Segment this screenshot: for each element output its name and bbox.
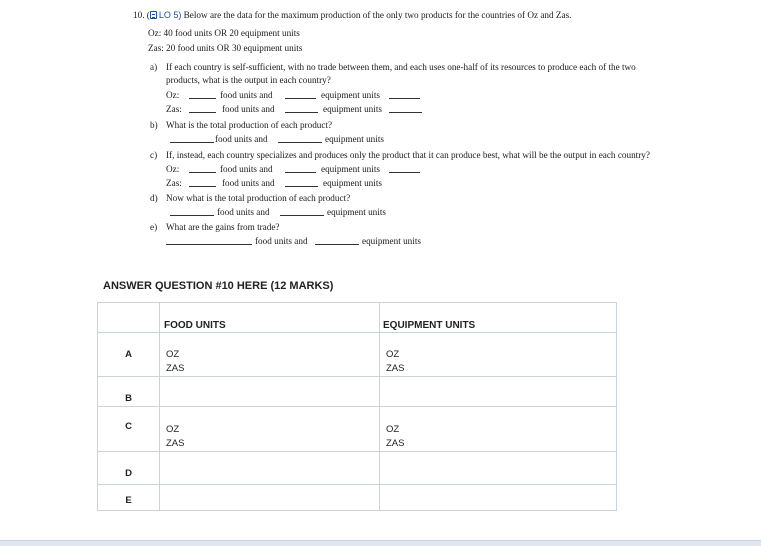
- part-d-letter: d): [150, 193, 158, 203]
- question-intro: Below are the data for the maximum production of the only two products for the countries of Oz and Zas.: [183, 10, 572, 20]
- a-oz-food-text: food units and: [220, 90, 273, 100]
- a-oz-food-blank[interactable]: [189, 90, 216, 99]
- c-zas-food-blank[interactable]: [189, 178, 216, 187]
- table-row: [98, 452, 617, 485]
- d-food-blank[interactable]: [170, 207, 214, 216]
- header-equipment-cell: [380, 303, 617, 333]
- e-equip-text: equipment units: [362, 236, 421, 246]
- a-oz-equip-blank[interactable]: [285, 90, 316, 99]
- c-oz-equip-text: equipment units: [321, 164, 380, 174]
- c-oz-food-text: food units and: [220, 164, 273, 174]
- part-d-text: Now what is the total production of each product?: [166, 193, 351, 203]
- food-cell-c[interactable]: [160, 407, 380, 452]
- d-food-text: food units and: [217, 207, 270, 217]
- question-number: 10.: [133, 10, 145, 20]
- row-label: D: [125, 468, 132, 479]
- b-equip-text: equipment units: [325, 134, 384, 144]
- part-a-oz-line: [166, 90, 179, 101]
- a-oz-equip-text: equipment units: [321, 90, 380, 100]
- food-cell-e[interactable]: [160, 485, 380, 511]
- table-row: [98, 407, 617, 452]
- table-row: [98, 377, 617, 407]
- e-food-text: food units and: [255, 236, 308, 246]
- row-label-cell: [98, 333, 160, 377]
- c-zas-food-text: food units and: [222, 178, 275, 188]
- food-oz-label: OZ: [166, 349, 180, 360]
- part-a-letter: a): [150, 62, 158, 72]
- b-food-text: food units and: [215, 134, 268, 144]
- b-equip-blank[interactable]: [278, 134, 322, 143]
- d-equip-blank[interactable]: [280, 207, 324, 216]
- table-row: [98, 333, 617, 377]
- food-cell-a[interactable]: [160, 333, 380, 377]
- equipment-cell-b[interactable]: [380, 377, 617, 407]
- oz-label-c: Oz:: [166, 164, 180, 174]
- zas-label-c: Zas:: [166, 178, 182, 188]
- part-b-letter: b): [150, 120, 158, 130]
- a-zas-food-text: food units and: [222, 104, 275, 114]
- c-zas-equip-text: equipment units: [323, 178, 382, 188]
- part-c-letter: c): [150, 150, 158, 160]
- part-b-text: What is the total production of each product?: [166, 120, 333, 130]
- c-oz-extra-blank[interactable]: [389, 164, 420, 173]
- header-food-label: FOOD UNITS: [164, 320, 226, 331]
- part-a-text-1: If each country is self-sufficient, with no trade between them, and each uses one-half of its resources to produce each of the two: [166, 62, 636, 72]
- row-label: E: [125, 495, 132, 506]
- row-label: C: [125, 421, 132, 432]
- food-oz-label: OZ: [166, 424, 180, 435]
- header-food-cell: [160, 303, 380, 333]
- equipment-zas-label: ZAS: [386, 363, 405, 374]
- header-empty-cell: [98, 303, 160, 333]
- equipment-cell-e[interactable]: [380, 485, 617, 511]
- answer-title: ANSWER QUESTION #10 HERE (12 MARKS): [103, 280, 334, 292]
- table-row: [98, 485, 617, 511]
- equipment-oz-label: OZ: [386, 424, 400, 435]
- bottom-scrollbar-strip: [0, 540, 761, 546]
- b-food-blank[interactable]: [170, 134, 214, 143]
- food-zas-label: ZAS: [166, 363, 185, 374]
- row-label: A: [125, 349, 132, 360]
- a-oz-extra-blank[interactable]: [389, 90, 420, 99]
- a-zas-food-blank[interactable]: [189, 104, 216, 113]
- a-zas-equip-blank[interactable]: [285, 104, 318, 113]
- d-equip-text: equipment units: [327, 207, 386, 217]
- question-header: 10. ( LO 5) Below are the data for the maximum production of the only two products for the countries of Oz and Zas.: [133, 10, 572, 20]
- part-c-text: If, instead, each country specializes and produces only the product that it can produce best, what will be the output in each country?: [166, 150, 650, 160]
- zas-label-a: Zas:: [166, 104, 182, 114]
- equipment-cell-c[interactable]: [380, 407, 617, 452]
- row-label-cell: [98, 407, 160, 452]
- c-zas-equip-blank[interactable]: [285, 178, 318, 187]
- equipment-cell-d[interactable]: [380, 452, 617, 485]
- food-zas-label: ZAS: [166, 438, 185, 449]
- row-label: B: [125, 393, 132, 404]
- oz-data: Oz: 40 food units OR 20 equipment units: [148, 28, 300, 38]
- food-cell-d[interactable]: [160, 452, 380, 485]
- oz-label: Oz:: [166, 90, 180, 100]
- part-e-text: What are the gains from trade?: [166, 222, 280, 232]
- zas-data: Zas: 20 food units OR 30 equipment units: [148, 43, 303, 53]
- row-label-cell: [98, 485, 160, 511]
- lo-tag[interactable]: LO 5): [158, 10, 182, 20]
- answer-table: [97, 302, 617, 511]
- row-label-cell: [98, 452, 160, 485]
- e-equip-blank[interactable]: [315, 236, 359, 245]
- row-label-cell: [98, 377, 160, 407]
- food-cell-b[interactable]: [160, 377, 380, 407]
- a-zas-equip-text: equipment units: [323, 104, 382, 114]
- equipment-oz-label: OZ: [386, 349, 400, 360]
- answer-header-row: [98, 303, 617, 333]
- c-oz-equip-blank[interactable]: [285, 164, 316, 173]
- part-a-text-2: products, what is the output in each country?: [166, 75, 331, 85]
- equipment-zas-label: ZAS: [386, 438, 405, 449]
- a-zas-extra-blank[interactable]: [389, 104, 422, 113]
- part-e-letter: e): [150, 222, 158, 232]
- document-icon[interactable]: [150, 11, 157, 19]
- header-equipment-label: EQUIPMENT UNITS: [383, 320, 476, 331]
- e-food-blank[interactable]: [166, 236, 252, 245]
- equipment-cell-a[interactable]: [380, 333, 617, 377]
- c-oz-food-blank[interactable]: [189, 164, 216, 173]
